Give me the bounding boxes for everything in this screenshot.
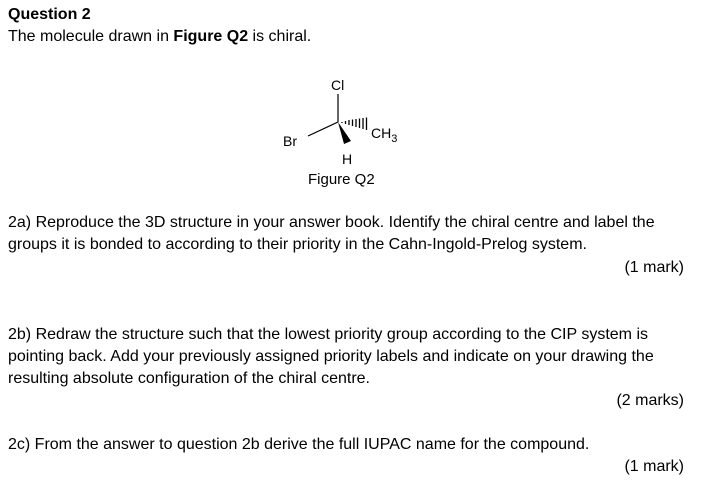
question-intro — [8, 28, 311, 46]
atom-ch3-main: CH — [371, 125, 392, 141]
molecule-figure — [280, 72, 420, 172]
question-title: Question 2 — [8, 6, 91, 23]
hashed-bond-ch3 — [342, 118, 367, 131]
atom-br: Br — [283, 133, 297, 149]
part-2b-marks: (2 marks) — [616, 392, 684, 409]
atom-h: H — [342, 151, 353, 167]
figure-caption: Figure Q2 — [308, 171, 375, 188]
part-2a-text: 2a) Reproduce the 3D structure in your answer book. Identify the chiral centre and label the groups it is bonded to according to their priority in the Cahn-Ingold-Prelog system. — [8, 214, 655, 253]
intro-figure-ref: Figure Q2 — [173, 28, 249, 45]
part-2a-marks: (1 mark) — [624, 259, 684, 276]
intro-suffix: is chiral. — [248, 28, 312, 45]
bond-br — [308, 122, 338, 136]
part-2c-text: 2c) From the answer to question 2b derive the full IUPAC name for the compound. — [8, 436, 590, 453]
part-2c-marks: (1 mark) — [624, 458, 684, 475]
intro-prefix: The molecule drawn in — [8, 28, 174, 45]
atom-ch3-subscript: 3 — [391, 133, 398, 145]
wedge-bond-h — [338, 122, 351, 144]
part-2b-text: 2b) Redraw the structure such that the lowest priority group according to the CIP system is pointing back. Add your previously assigned priority labels and indicate on your drawing the resulting absolute configuration of the chiral centre. — [8, 326, 654, 387]
atom-cl: Cl — [331, 77, 345, 93]
atom-ch3 — [371, 125, 397, 145]
